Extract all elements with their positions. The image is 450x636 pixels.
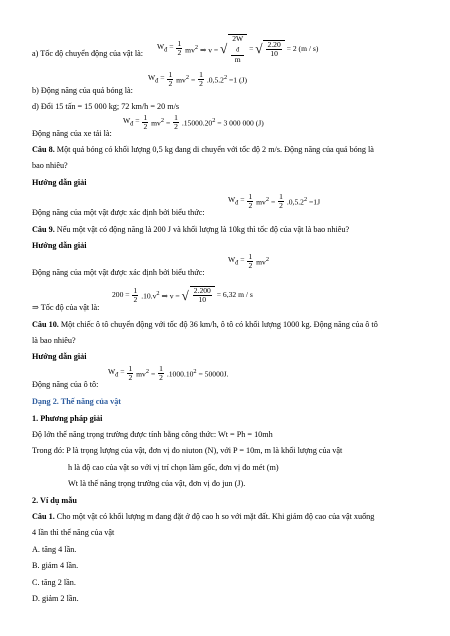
question-9-speed-label: ⇒ Tốc độ của vật là: bbox=[32, 303, 100, 312]
guide-heading-8: Hướng dẫn giải bbox=[32, 178, 87, 187]
answer-d-label: d) Đổi 15 tấn = 15 000 kg; 72 km/h = 20 m/s bbox=[32, 102, 180, 111]
question-9: Câu 9. Nếu một vật có động năng là 200 J và khối lượng là 10kg thì tốc độ của vật là bao nhiêu? bbox=[32, 225, 350, 234]
equation-a: $W_đ$ = $\frac{1}{2}$ $mv^2$ ⇒ v = √ 2W $_đ$ m = √ $\frac{2.20}{10}$ = 2 (m / s) bbox=[157, 34, 319, 64]
guide-heading-9: Hướng dẫn giải bbox=[32, 241, 87, 250]
example-question-1: Câu 1. Cho một vật có khối lượng m đang đặt ở độ cao h so với mặt đất. Khi giảm độ cao của vật xuống bbox=[32, 512, 375, 521]
example-heading: 2. Ví dụ mẫu bbox=[32, 496, 77, 505]
equation-8: $W_đ$ = $\frac{1}{2}$ $mv^2$ = $\frac{1}{2}$ $.0,5.2^2 =1J$ bbox=[228, 192, 321, 210]
option-a: A. tăng 4 lần. bbox=[32, 545, 77, 554]
question-10-answer-label: Động năng của ô tô: bbox=[32, 380, 99, 389]
option-d: D. giảm 2 lần. bbox=[32, 594, 79, 603]
equation-10: $W_đ$ = $\frac{1}{2}$ $mv^2$ = $\frac{1}{2}$ $.1000.10^2 = 50000J$. bbox=[108, 364, 229, 382]
option-b: B. giảm 4 lần. bbox=[32, 561, 79, 570]
question-8-answer-label: Động năng của một vật được xác định bởi biểu thức: bbox=[32, 208, 205, 217]
question-8-cont: bao nhiêu? bbox=[32, 161, 68, 170]
method-line-1: Độ lớn thế năng trọng trường được tính bằng công thức: Wt = Ph = 10mh bbox=[32, 430, 273, 439]
equation-9a: $W_đ$ = $\frac{1}{2}$ $mv^2$ bbox=[228, 252, 270, 270]
question-10-cont: là bao nhiêu? bbox=[32, 336, 76, 345]
method-line-2: Trong đó: P là trọng lượng của vật, đơn vị đo niuton (N), với P = 10m, m là khối lượng của vật bbox=[32, 446, 343, 455]
question-9-answer-label: Động năng của một vật được xác định bởi biểu thức: bbox=[32, 268, 205, 277]
method-line-4: Wt là thế năng trọng trường của vật, đơn vị đo jun (J). bbox=[68, 479, 246, 488]
option-c: C. tăng 2 lần. bbox=[32, 578, 76, 587]
equation-b: $W_đ$ = $\frac{1}{2}$ $mv^2$ = $\frac{1}{2}$ $.0,5.2^2 =1$ (J) bbox=[148, 70, 247, 88]
equation-d: $W_đ$ = $\frac{1}{2}$ $mv^2$ = $\frac{1}{2}$ $.15000.20^2 = 3$ 000 000 (J) bbox=[123, 113, 264, 131]
truck-energy-label: Động năng của xe tải là: bbox=[32, 129, 112, 138]
method-line-3: h là độ cao của vật so với vị trí chọn làm gốc, đơn vị đo mét (m) bbox=[68, 463, 279, 472]
answer-a-label: a) Tốc độ chuyển động của vật là: bbox=[32, 49, 144, 58]
equation-9b: 200 = $\frac{1}{2}$ $.10.v^2$ ⇒ v = √ $\frac{2.200}{10}$ = 6,32 m / s bbox=[112, 285, 253, 304]
question-8: Câu 8. Một quả bóng có khối lượng 0,5 kg đang di chuyển với tốc độ 2 m/s. Động năng của quả bóng là bbox=[32, 145, 374, 154]
answer-b-label: b) Động năng của quả bóng là: bbox=[32, 86, 133, 95]
method-heading: 1. Phương pháp giải bbox=[32, 414, 103, 423]
example-question-1-cont: 4 lần thì thế năng của vật bbox=[32, 528, 115, 537]
question-10: Câu 10. Một chiếc ô tô chuyển động với tốc độ 36 km/h, ô tô có khối lượng 1000 kg. Động năng của ô tô bbox=[32, 320, 378, 329]
guide-heading-10: Hướng dẫn giải bbox=[32, 352, 87, 361]
section-title: Dạng 2. Thế năng của vật bbox=[32, 397, 122, 406]
